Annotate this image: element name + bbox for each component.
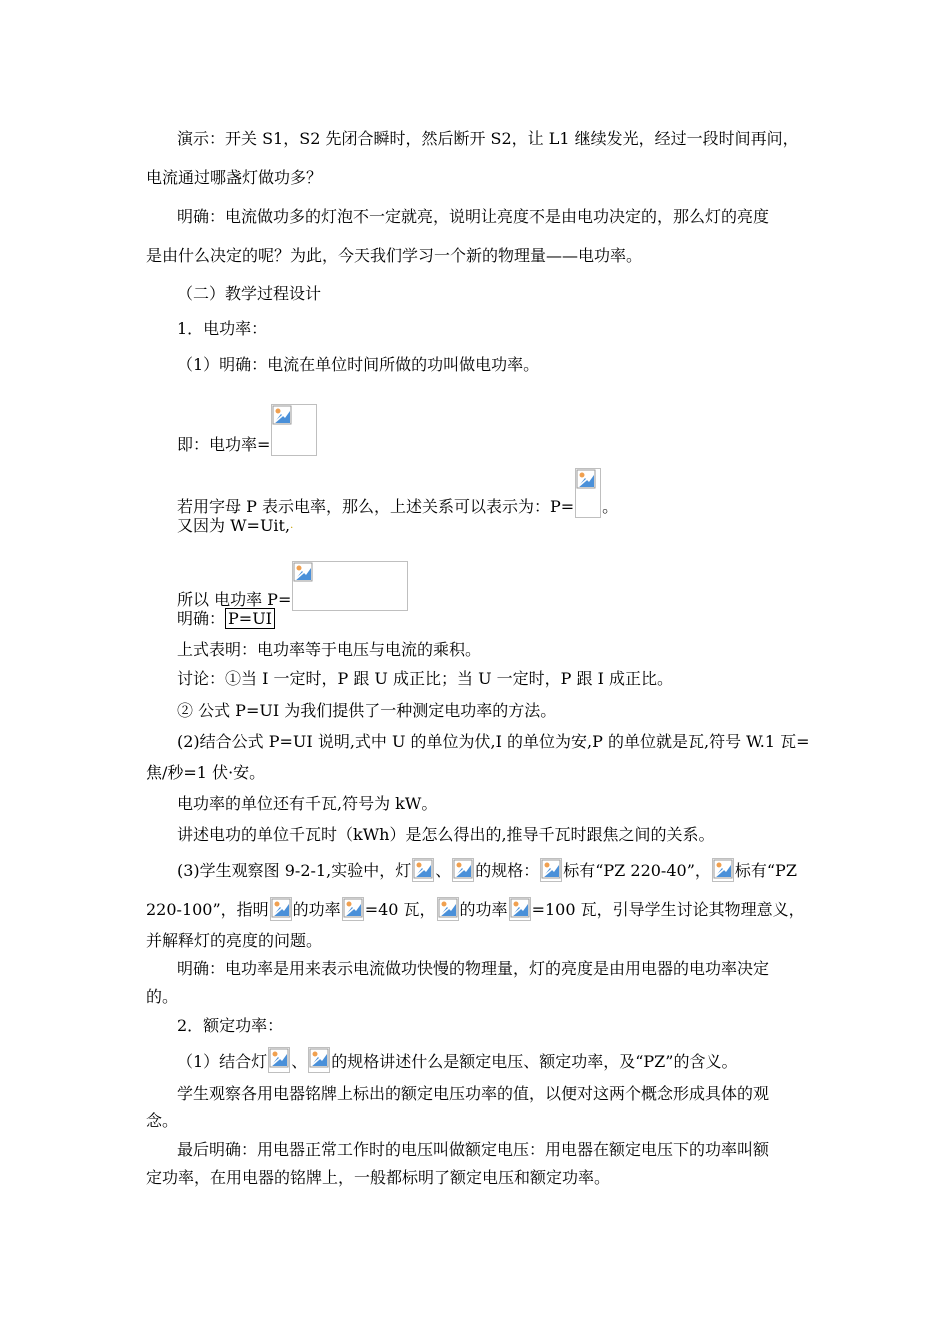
clarify2-line2: 的。 [146, 987, 179, 1006]
broken-image-icon [712, 858, 734, 882]
formula-method-line: ② 公式 P=UI 为我们提供了一种测定电功率的方法。 [177, 701, 557, 720]
units-line2: 焦/秒=1 伏·安。 [146, 763, 266, 782]
clarify-label: 明确： [177, 609, 226, 628]
nameplate-line2: 念。 [146, 1111, 179, 1130]
broken-image-icon [540, 858, 562, 882]
heading-rated-power: 2．额定功率： [177, 1016, 284, 1035]
broken-image-icon [292, 561, 408, 611]
heading-power: 1．电功率： [177, 319, 268, 338]
rated-line [177, 1047, 737, 1073]
broken-image-icon [268, 1047, 290, 1073]
formula-suoyi-text: 所以 电功率 P= [177, 590, 292, 609]
observe-text-a: (3)学生观察图 9-2-1,实验中，灯 [177, 861, 412, 880]
broken-image-icon [342, 897, 364, 921]
final-clarify-line1: 最后明确：用电器正常工作时的电压叫做额定电压：用电器在额定电压下的功率叫额 [177, 1140, 770, 1159]
formula-ruo-text: 若用字母 P 表示电率，那么，上述关系可以表示为：P= [177, 497, 575, 516]
kwh-line: 讲述电功的单位千瓦时（kWh）是怎么得出的,推导千瓦时跟焦之间的关系。 [177, 825, 715, 844]
observe-text-d: 标有“PZ 220-40”， [563, 861, 711, 880]
formula-ruo-end: 。 [602, 497, 619, 516]
broken-image-icon [270, 897, 292, 921]
definition-line: （1）明确：电流在单位时间所做的功叫做电功率。 [177, 355, 540, 374]
boxed-formula: P=UI [225, 608, 275, 629]
broken-image-icon [575, 468, 601, 518]
observe-text-e: 标有“PZ [734, 861, 797, 880]
observe-text-b: 、 [435, 861, 452, 880]
units-line1: (2)结合公式 P=UI 说明,式中 U 的单位为伏,I 的单位为安,P 的单位就是瓦,符号 W.1 瓦= [177, 732, 810, 751]
formula-line-suoyi [177, 561, 409, 611]
formula-line-ji [177, 404, 318, 456]
kilowatt-line: 电功率的单位还有千瓦,符号为 kW。 [177, 794, 438, 813]
broken-image-icon [412, 858, 434, 882]
rated-text-b: 、 [291, 1052, 308, 1071]
observe-text-c: 的规格： [475, 861, 540, 880]
paragraph-clarify-line2: 是由什么决定的呢？为此，今天我们学习一个新的物理量——电功率。 [146, 246, 643, 265]
broken-image-icon [509, 897, 531, 921]
clarify2-line1: 明确：电功率是用来表示电流做功快慢的物理量，灯的亮度是由用电器的电功率决定 [177, 959, 770, 978]
observe-line2 [146, 897, 805, 921]
observe2-text-d: 的功率 [459, 900, 508, 919]
formula-youyin-text: 又因为 W=Uit, [177, 516, 291, 535]
discussion-line: 讨论：①当 I 一定时，P 跟 U 成正比；当 U 一定时，P 跟 I 成正比。 [177, 669, 674, 688]
broken-image-icon [271, 404, 317, 456]
formula-line-youyin: 又因为 W=Uit,· [177, 516, 294, 535]
statement-line: 上式表明：电功率等于电压与电流的乘积。 [177, 640, 482, 659]
paragraph-demo-line2: 电流通过哪盏灯做功多？ [146, 168, 323, 187]
observe-line1 [177, 858, 797, 882]
broken-image-icon [308, 1047, 330, 1073]
observe2-text-a: 220-100”，指明 [146, 900, 269, 919]
paragraph-demo-line1: 演示：开关 S1，S2 先闭合瞬时，然后断开 S2，让 L1 继续发光，经过一段时间再问， [177, 129, 799, 148]
final-clarify-line2: 定功率，在用电器的铭牌上，一般都标明了额定电压和额定功率。 [146, 1168, 611, 1187]
paragraph-clarify-line1: 明确：电流做功多的灯泡不一定就亮，说明让亮度不是由电功决定的，那么灯的亮度 [177, 207, 770, 226]
broken-image-icon [437, 897, 459, 921]
nameplate-line1: 学生观察各用电器铭牌上标出的额定电压功率的值，以便对这两个概念形成具体的观 [177, 1084, 770, 1103]
observe-line3: 并解释灯的亮度的问题。 [146, 931, 323, 950]
formula-line-ruo [177, 468, 618, 518]
formula-ji-text: 即：电功率= [177, 435, 271, 454]
rated-text-a: （1）结合灯 [177, 1052, 268, 1071]
observe2-text-e: =100 瓦，引导学生讨论其物理意义， [531, 900, 805, 919]
rated-text-c: 的规格讲述什么是额定电压、额定功率，及“PZ”的含义。 [331, 1052, 738, 1071]
clarify-formula-line [177, 608, 275, 630]
observe2-text-b: 的功率 [292, 900, 341, 919]
section-heading: （二）教学过程设计 [177, 284, 322, 303]
broken-image-icon [452, 858, 474, 882]
observe2-text-c: =40 瓦， [364, 900, 436, 919]
